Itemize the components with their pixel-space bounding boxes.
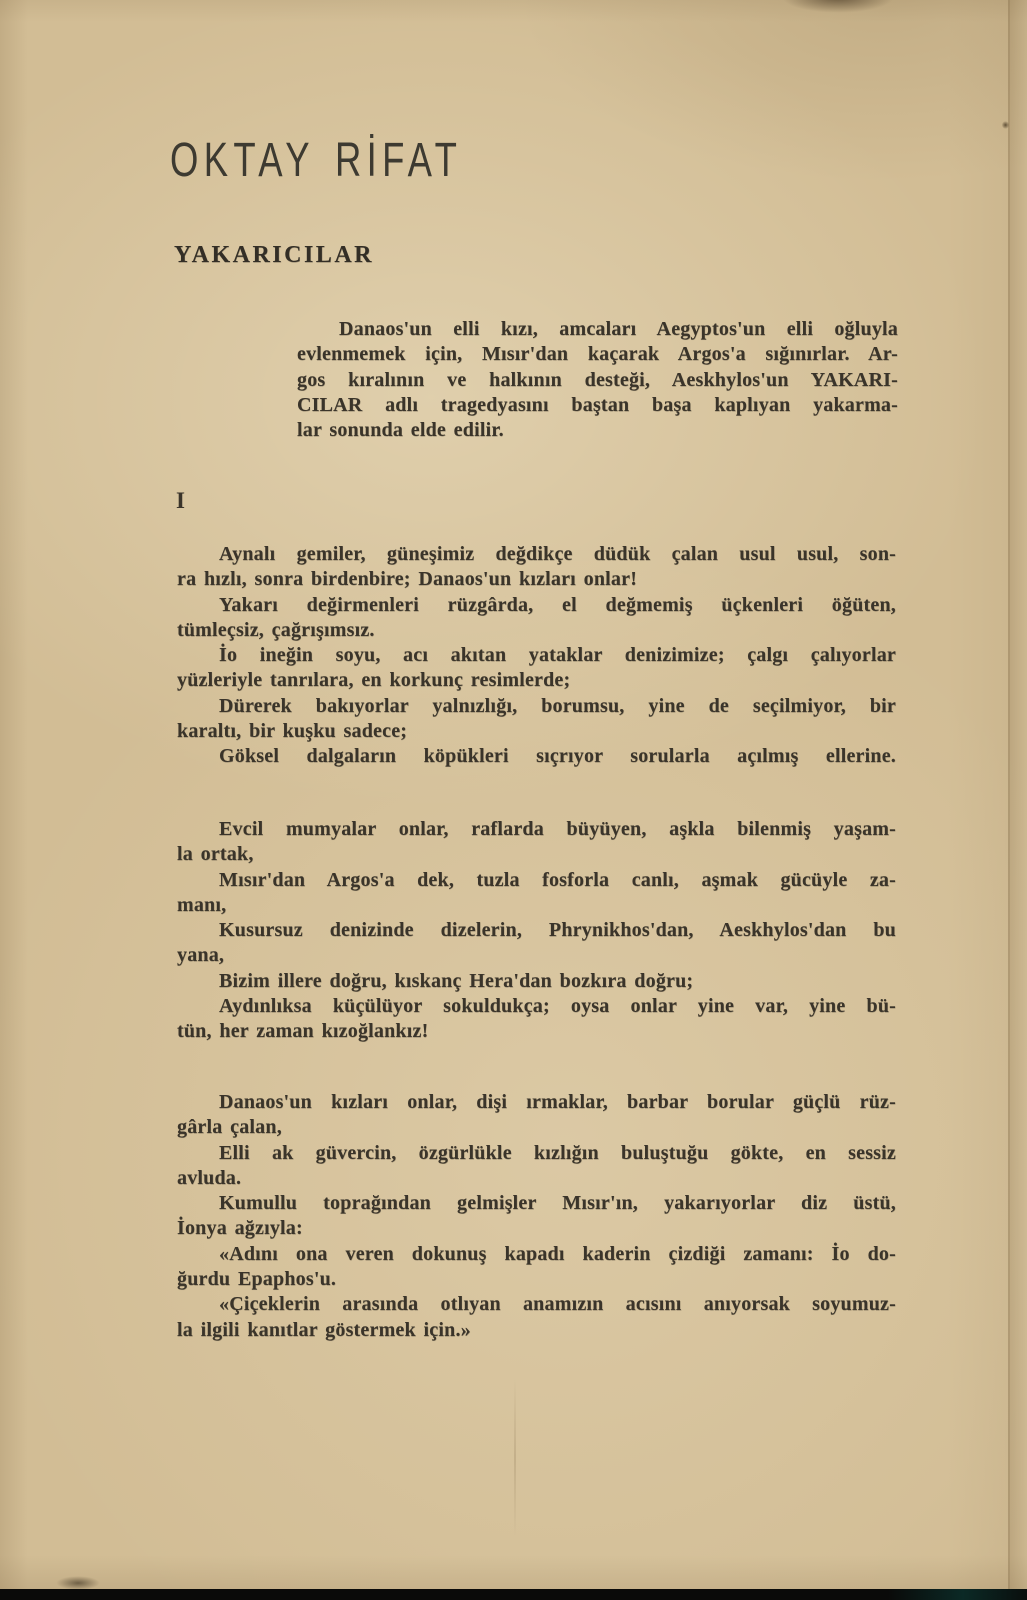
poem-line: la ortak, (177, 843, 254, 866)
poem-line: Elli ak güvercin, özgürlükle kızlığın buluştuğu gökte, en sessiz (219, 1141, 896, 1164)
page-edge-fold (1008, 0, 1027, 1589)
stanza-2 (177, 817, 896, 1045)
poem-line: gos kıralının ve halkının desteği, Aeskhylos'un YAKARI- (297, 368, 898, 391)
poem-line: Aynalı gemiler, güneşimiz değdikçe düdük çalan usul usul, son- (219, 543, 896, 565)
section-number: I (176, 488, 185, 513)
poem-line: tümleçsiz, çağrışımsız. (177, 618, 375, 641)
paper-crease (514, 1378, 516, 1538)
poem-line: Aydınlıksa küçülüyor sokuldukça; oysa onlar yine var, yine bü- (219, 995, 896, 1018)
poem-line: Mısır'dan Argos'a dek, tuzla fosforla canlı, aşmak gücüyle za- (219, 868, 896, 891)
poem-line: ğurdu Epaphos'u. (177, 1268, 337, 1291)
poem-line: Evcil mumyalar onlar, raflarda büyüyen, aşkla bilenmiş yaşam- (219, 818, 896, 840)
poem-line: evlenmemek için, Mısır'dan kaçarak Argos'a sığınırlar. Ar- (297, 343, 898, 366)
scanner-background (888, 1589, 1027, 1600)
poem-line: Danaos'un elli kızı, amcaları Aegyptos'un elli oğluyla (339, 318, 898, 340)
poem-line: «Çiçeklerin arasında otlıyan anamızın acısını anıyorsak soyumuz- (219, 1293, 896, 1316)
poem-line: Yakarı değirmenleri rüzgârda, el değmemiş üçkenleri öğüten, (219, 593, 896, 616)
poem-line: yana, (177, 944, 225, 967)
paper-speck (1002, 121, 1009, 129)
poem-line: tün, her zaman kızoğlankız! (177, 1020, 429, 1043)
poem-line: yüzleriyle tanrılara, en korkunç resimlerde; (177, 669, 571, 692)
poem-line: karaltı, bir kuşku sadece; (177, 720, 408, 743)
poem-line: avluda. (177, 1166, 242, 1189)
poem-line: CILAR adlı tragedyasını baştan başa kaplıyan yakarma- (297, 393, 898, 416)
stanza-3 (177, 1090, 896, 1343)
poem-line: Bizim illere doğru, kıskanç Hera'dan bozkıra doğru; (219, 969, 694, 992)
poem-line: «Adını ona veren dokunuş kapadı kaderin çizdiği zamanı: İo do- (219, 1242, 896, 1265)
poem-line: lar sonunda elde edilir. (297, 419, 504, 442)
poem-line: Dürerek bakıyorlar yalnızlığı, borumsu, yine de seçilmiyor, bir (219, 694, 896, 717)
poem-line: Göksel dalgaların köpükleri sıçrıyor sorularla açılmış ellerine. (219, 745, 896, 768)
scan-smudge (782, 0, 894, 13)
poem-line: İonya ağzıyla: (177, 1217, 303, 1240)
paper-stain (56, 1576, 100, 1589)
intro-paragraph (297, 317, 898, 443)
stanza-1 (177, 542, 896, 770)
poem-line: la ilgili kanıtlar göstermek için.» (177, 1318, 471, 1341)
poem-line: Kusursuz denizinde dizelerin, Phrynikhos'dan, Aeskhylos'dan bu (219, 919, 896, 942)
poem-line: ra hızlı, sonra birdenbire; Danaos'un kızları onlar! (177, 568, 638, 591)
poem-line: manı, (177, 893, 227, 916)
poem-line: gârla çalan, (177, 1116, 282, 1139)
poem-title: YAKARICILAR (174, 242, 374, 268)
author-name: OKTAY RİFAT (170, 134, 463, 187)
poem-line: Kumullu toprağından gelmişler Mısır'ın, yakarıyorlar diz üstü, (219, 1192, 896, 1215)
poem-line: Danaos'un kızları onlar, dişi ırmaklar, barbar borular güçlü rüz- (219, 1091, 896, 1113)
poem-line: İo ineğin soyu, acı akıtan yataklar denizimize; çalgı çalıyorlar (219, 644, 896, 667)
